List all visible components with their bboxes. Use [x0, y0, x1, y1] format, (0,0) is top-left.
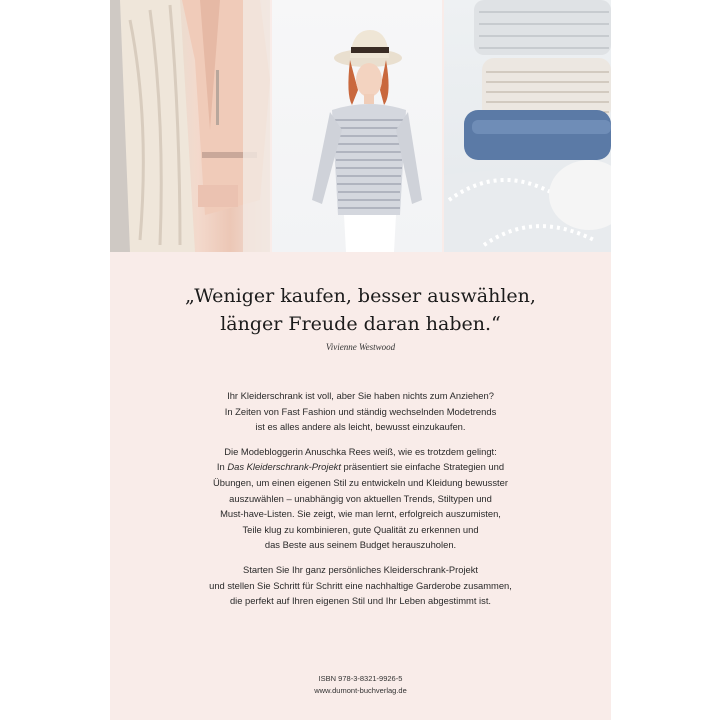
photo-sweater-and-jacket-illustration [110, 0, 270, 252]
blurb [110, 388, 611, 618]
blurb-line: Ihr Kleiderschrank ist voll, aber Sie haben nichts zum Anziehen? [227, 390, 494, 401]
blurb-prefix: In [216, 461, 228, 473]
blurb-line: In Zeiten von Fast Fashion und ständig wechselnden Modetrends [224, 405, 497, 417]
blurb-paragraph-2 [110, 444, 611, 553]
quote-line-2: länger Freude daran haben.“ [220, 313, 501, 335]
blurb-line: das Beste aus seinem Budget herauszuholen. [264, 539, 457, 551]
cover-quote [110, 282, 611, 338]
blurb-line: Übungen, um einen eigenen Stil zu entwickeln und Kleidung bewusster [213, 476, 508, 488]
book-back-cover [110, 0, 611, 720]
blurb-line: Must-have-Listen. Sie zeigt, wie man lernt, erfolgreich auszumisten, [220, 508, 501, 520]
blurb-line: Starten Sie Ihr ganz persönliches Kleiderschrank-Projekt [242, 563, 478, 575]
isbn-number: ISBN 978-3-8321-9926-5 [318, 674, 403, 683]
blurb-line: und stellen Sie Schritt für Schritt eine nachhaltige Garderobe zusammen, [209, 579, 512, 591]
quote-author: Vivienne Westwood [325, 342, 396, 352]
blurb-line: auszuwählen – unabhängig von aktuellen Trends, Stiltypen und [229, 492, 492, 504]
photo-woman-in-hat-illustration [272, 0, 442, 252]
blurb-suffix: präsentiert sie einfache Strategien und [340, 461, 505, 473]
quote-line-1: „Weniger kaufen, besser auswählen, [185, 285, 536, 307]
blurb-line: Die Modebloggerin Anuschka Rees weiß, wie es trotzdem gelingt: [224, 445, 497, 457]
blurb-paragraph-1 [110, 388, 611, 435]
photo-folded-clothes-illustration [444, 0, 611, 252]
blurb-line: die perfekt auf Ihren eigenen Stil und Ihr Leben abgestimmt ist. [229, 595, 492, 607]
photo-woman-in-hat [272, 0, 442, 252]
blurb-line-with-title [110, 459, 611, 475]
publisher-info [110, 673, 611, 697]
photo-folded-clothes [444, 0, 611, 252]
book-title: Das Kleiderschrank-Projekt [227, 461, 341, 473]
blurb-paragraph-3 [110, 562, 611, 609]
publisher-url: www.dumont-buchverlag.de [314, 686, 407, 695]
blurb-line: Teile klug zu kombinieren, gute Qualität zu erkennen und [242, 523, 479, 535]
photo-sweater-and-jacket [110, 0, 270, 252]
photo-strip [110, 0, 611, 252]
blurb-line: ist es alles andere als leicht, bewusst einzukaufen. [255, 421, 466, 433]
